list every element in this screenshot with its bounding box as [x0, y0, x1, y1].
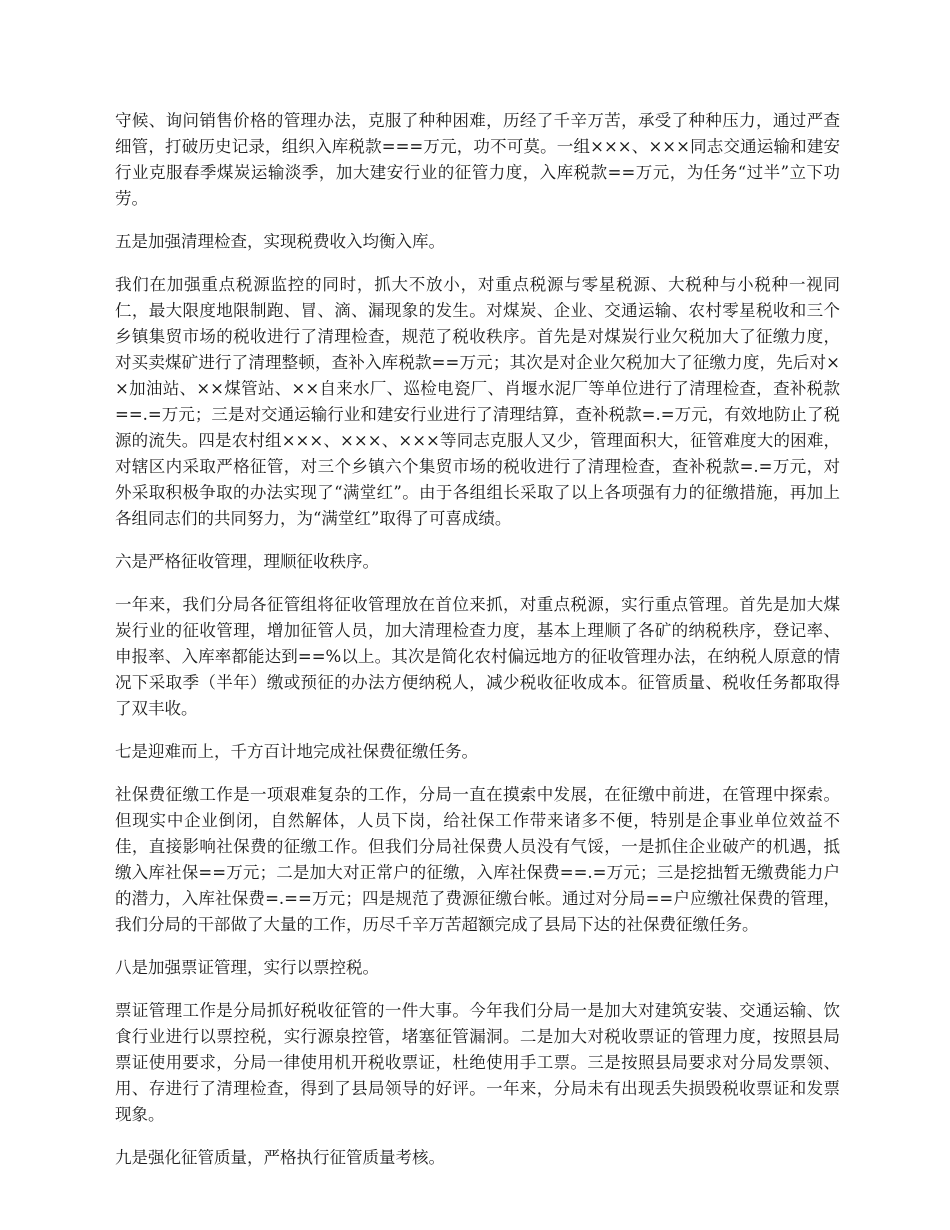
section-heading-7: 七是迎难而上，千方百计地完成社保费征缴任务。 — [115, 742, 478, 761]
paragraph-section-7: 社保费征缴工作是一项艰难复杂的工作，分局一直在摸索中发展，在征缴中前进，在管理中探索。但现实中企业倒闭，自然解体，人员下岗，给社保工作带来诸多不便，特别是企事业单位效益不佳，直接影响社保费的征缴工作。但我们分局社保费人员没有气馁，一是抓住企业破产的机遇，抵缴入库社保==万元；二是加大对正常户的征缴，入库社保费==.=万元；三是挖拙暂无缴费能力户的潜力，入库社保费=.==万元；四是规范了费源征缴台帐。通过对分局==户应缴社保费的管理，我们分局的干部做了大量的工作，历尽千辛万苦超额完成了县局下达的社保费征缴任务。 — [115, 785, 840, 934]
document-body — [115, 108, 840, 1188]
paragraph-section-8: 票证管理工作是分局抓好税收征管的一件大事。今年我们分局一是加大对建筑安装、交通运输、饮食行业进行以票控税，实行源泉控管，堵塞征管漏洞。二是加大对税收票证的管理力度，按照县局票证使用要求，分局一律使用机开税收票证，杜绝使用手工票。三是按照县局要求对分局发票领、用、存进行了清理检查，得到了县局领导的好评。一年来，分局未有出现丢失损毁税收票证和发票现象。 — [115, 1001, 840, 1124]
section-heading-8: 八是加强票证管理，实行以票控税。 — [115, 958, 379, 977]
paragraph-section-5: 我们在加强重点税源监控的同时，抓大不放小，对重点税源与零星税源、大税种与小税种一视同仁，最大限度地限制跑、冒、滴、漏现象的发生。对煤炭、企业、交通运输、农村零星税收和三个乡镇集贸市场的税收进行了清理检查，规范了税收秩序。首先是对煤炭行业欠税加大了征缴力度，对买卖煤矿进行了清理整顿，查补入库税款==万元；其次是对企业欠税加大了征缴力度，先后对××加油站、××煤管站、××自来水厂、巡检电瓷厂、肖堰水泥厂等单位进行了清理检查，查补税款==.=万元；三是对交通运输行业和建安行业进行了清理结算，查补税款=.=万元，有效地防止了税源的流失。四是农村组×××、×××、×××等同志克服人又少，管理面积大，征管难度大的困难，对辖区内采取严格征管，对三个乡镇六个集贸市场的税收进行了清理检查，查补税款=.=万元，对外采取积极争取的办法实现了“满堂红”。由于各组组长采取了以上各项强有力的征缴措施，再加上各组同志们的共同努力，为“满堂红”取得了可喜成绩。 — [115, 275, 840, 528]
paragraph-section-6: 一年来，我们分局各征管组将征收管理放在首位来抓，对重点税源，实行重点管理。首先是加大煤炭行业的征收管理，增加征管人员，加大清理检查力度，基本上理顺了各矿的纳税秩序，登记率、申报率、入库率都能达到==%以上。其次是简化农村偏远地方的征收管理办法，在纳税人原意的情况下采取季（半年）缴或预征的办法方便纳税人，减少税收征收成本。征管质量、税收任务都取得了双丰收。 — [115, 595, 840, 718]
section-heading-9: 九是强化征管质量，严格执行征管质量考核。 — [115, 1148, 445, 1167]
section-heading-6: 六是严格征收管理，理顺征收秩序。 — [115, 552, 379, 571]
paragraph-continuation: 守候、询问销售价格的管理办法，克服了种种困难，历经了千辛万苦，承受了种种压力，通过严查细管，打破历史记录，组织入库税款===万元，功不可莫。一组×××、×××同志交通运输和建安行业克服春季煤炭运输淡季，加大建安行业的征管力度，入库税款==万元，为任务“过半”立下功劳。 — [115, 111, 840, 208]
section-heading-5: 五是加强清理检查，实现税费收入均衡入库。 — [115, 232, 445, 251]
